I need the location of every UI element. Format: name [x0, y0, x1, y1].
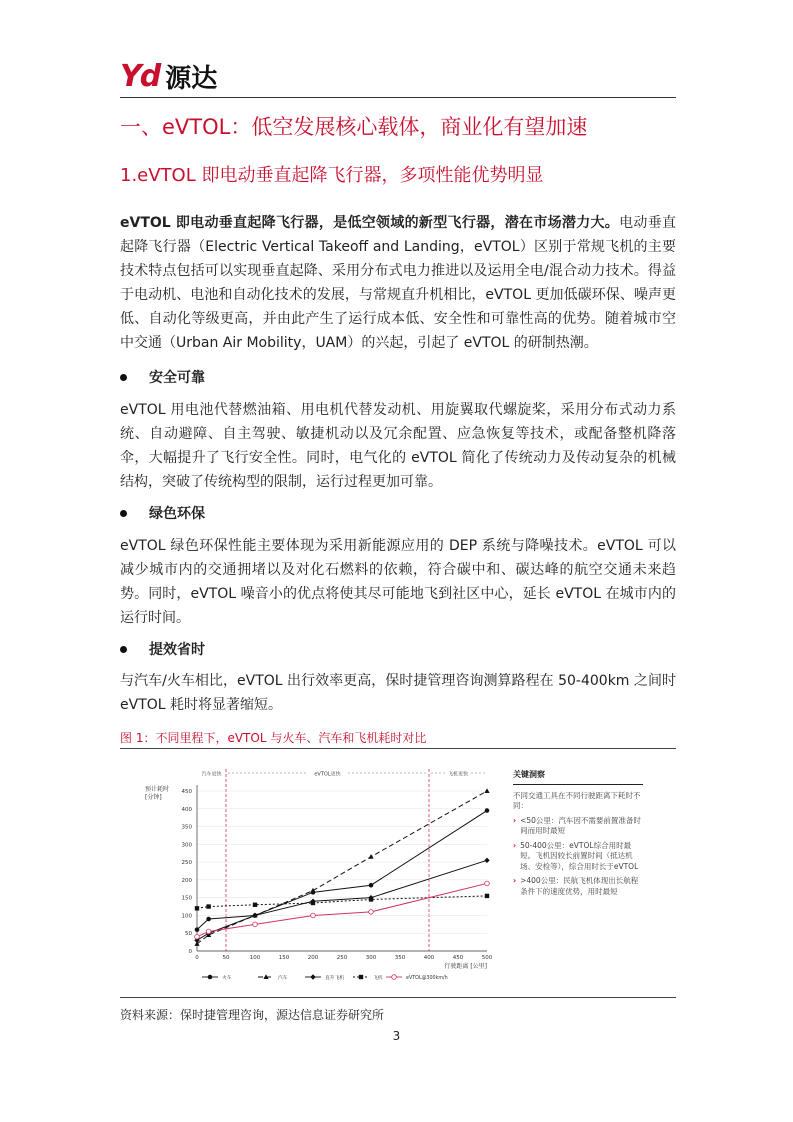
insights-intro: 不同交通工具在不同行驶距离下耗时不同： — [513, 790, 641, 810]
subsection-title: 1.eVTOL 即电动垂直起降飞行器，多项性能优势明显 — [120, 165, 544, 186]
x-tick-label: 450 — [452, 955, 464, 961]
bullet-green — [120, 503, 205, 523]
zone-label: eVTOL更快 — [314, 771, 341, 778]
data-point — [368, 854, 373, 859]
intro-paragraph — [120, 211, 676, 355]
x-tick-label: 250 — [336, 955, 348, 961]
green-paragraph: eVTOL 绿色环保性能主要体现为采用新能源应用的 DEP 系统与降噪技术。eVTOL 可以减少城市内的交通拥堵以及对化石燃料的依赖，符合碳中和、碳达峰的航空交通未来趋势。同时，eVTOL 噪音小的优点将使其尽可能地飞到社区中心，延长 eVTOL 在城市内的运行时间。 — [120, 538, 676, 626]
x-tick-label: 350 — [394, 955, 406, 961]
data-point — [369, 897, 373, 901]
chevron-right-icon: › — [513, 840, 517, 850]
legend-label: 汽车 — [278, 976, 288, 981]
header-divider — [120, 97, 676, 98]
insight-item — [513, 841, 643, 873]
logo-mark: Yd — [120, 58, 160, 94]
x-tick-label: 0 — [195, 955, 199, 961]
figure-source: 资料来源：保时捷管理咨询，源达信息证券研究所 — [120, 1008, 385, 1022]
x-tick-label: 200 — [307, 955, 319, 961]
travel-time-chart — [140, 763, 495, 983]
key-insights-panel — [513, 770, 643, 897]
data-point — [310, 974, 315, 979]
y-axis-label: [分钟] — [145, 794, 162, 801]
data-point — [311, 901, 315, 905]
page-number: 3 — [392, 1029, 401, 1043]
legend-label: eVTOL@300km/h — [406, 976, 448, 981]
x-axis-label: 行驶距离 [公里] — [444, 963, 487, 970]
data-point — [485, 894, 489, 898]
logo-text: 源达 — [165, 63, 218, 94]
bullet-dot — [120, 374, 127, 381]
y-tick-label: 300 — [181, 842, 192, 849]
intro-text: 电动垂直起降飞行器（Electric Vertical Takeoff and Landing，eVTOL）区别于常规飞机的主要技术特点包括可以实现垂直起降、采用分布式电力推进以及运用全电/混合动力技术。得益于电动机、电池和自动化技术的发展，与常规直升机相比，eVTOL 更加低碳环保、噪声更低、自动化等级更高，并由此产生了运行成本低、安全性和可靠性高的优势。随着城市空中交通（Urban Air Mobility，UAM）的兴起，引起了 eVTOL 的研制热潮。 — [120, 215, 677, 351]
insights-title: 关键洞察 — [513, 770, 643, 785]
y-tick-label: 450 — [181, 789, 192, 795]
data-point — [195, 927, 200, 932]
safety-paragraph: eVTOL 用电池代替燃油箱、用电机代替发动机、用旋翼取代螺旋桨，采用分布式动力系统、自动避障、自主驾驶、敏捷机动以及冗余配置、应急恢复等技术，或配备整机降落伞，大幅提升了飞行安全性。同时，电气化的 eVTOL 简化了传统动力及传动复杂的机械结构，突破了传统构型的限制，运行过程更加可靠。 — [120, 402, 676, 490]
y-tick-label: 400 — [181, 806, 192, 813]
data-point — [359, 975, 363, 979]
series-line — [197, 860, 487, 940]
data-point — [253, 922, 258, 927]
data-point — [369, 883, 374, 888]
figure-top-rule — [120, 748, 676, 749]
y-tick-label: 200 — [181, 877, 192, 884]
data-point — [208, 975, 213, 980]
chevron-right-icon: › — [513, 876, 517, 885]
insight-text: >400公里：民航飞机体现出长航程条件下的速度优势，用时最短 — [520, 876, 639, 896]
insight-item — [513, 816, 643, 837]
data-point — [392, 975, 397, 980]
data-point — [484, 788, 489, 793]
insight-text: <50公里：汽车因不需要前置准备时间而用时最短 — [520, 815, 641, 835]
bullet-dot — [120, 510, 127, 517]
bullet-efficiency — [120, 639, 205, 659]
x-tick-label: 400 — [423, 955, 435, 961]
efficiency-paragraph: 与汽车/火车相比，eVTOL 出行效率更高，保时捷管理咨询测算路程在 50-400km 之间时 eVTOL 耗时将显著缩短。 — [120, 673, 676, 713]
brand-logo — [120, 60, 217, 92]
intro-bold-lead: eVTOL 即电动垂直起降飞行器，是低空领域的新型飞行器，潜在市场潜力大。 — [120, 215, 620, 231]
legend-label: 火车 — [222, 976, 232, 981]
data-point — [310, 888, 315, 893]
data-point — [311, 913, 316, 918]
y-tick-label: 100 — [181, 913, 192, 920]
data-point — [206, 929, 211, 934]
data-point — [485, 808, 490, 813]
x-tick-label: 150 — [278, 955, 290, 961]
data-point — [206, 917, 211, 922]
bullet-title: 提效省时 — [149, 642, 205, 658]
chevron-right-icon: › — [513, 815, 517, 825]
x-tick-label: 300 — [365, 955, 377, 961]
insight-item — [513, 876, 643, 897]
section-title: 一、eVTOL：低空发展核心载体，商业化有望加速 — [120, 115, 588, 139]
data-point — [195, 906, 199, 910]
bullet-dot — [120, 646, 127, 653]
series-line — [197, 883, 487, 936]
legend-label: 飞机 — [373, 976, 383, 981]
data-point — [195, 934, 200, 939]
bullet-title: 绿色环保 — [149, 506, 205, 522]
legend-label: 直升飞机 — [325, 976, 345, 981]
bullet-safety — [120, 367, 205, 387]
data-point — [369, 910, 374, 915]
figure-title: 图 1：不同里程下，eVTOL 与火车、汽车和飞机耗时对比 — [120, 731, 427, 745]
y-axis-label: 预计耗时 — [145, 786, 170, 793]
zone-label: 飞机更快 — [447, 771, 469, 778]
y-tick-label: 50 — [185, 931, 192, 938]
series-line — [197, 811, 487, 930]
zone-label: 汽车更快 — [201, 771, 222, 778]
x-tick-label: 50 — [222, 955, 230, 961]
bullet-title: 安全可靠 — [149, 370, 205, 386]
y-tick-label: 350 — [181, 824, 192, 831]
y-tick-label: 0 — [188, 949, 192, 955]
insight-text: 50-400公里：eVTOL综合用时最短。飞机因较长前置时间（抵达机场、安检等），综合用时长于eVTOL — [520, 840, 639, 871]
x-tick-label: 100 — [249, 955, 261, 961]
data-point — [485, 881, 490, 886]
data-point — [206, 904, 210, 908]
y-tick-label: 150 — [181, 895, 192, 902]
figure-bottom-rule — [120, 997, 676, 998]
data-point — [253, 903, 257, 907]
x-tick-label: 500 — [481, 955, 493, 961]
y-tick-label: 250 — [181, 860, 192, 867]
